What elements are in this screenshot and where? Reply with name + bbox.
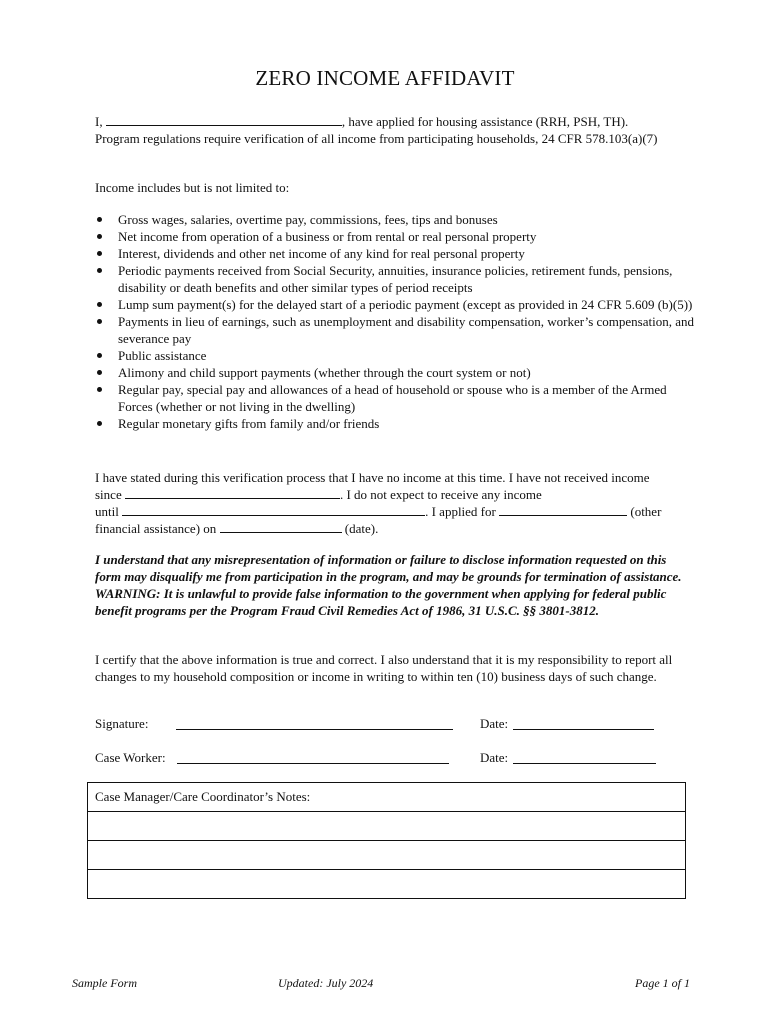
until-date-field[interactable] [122, 503, 425, 516]
applied-for-text: . I applied for [425, 504, 496, 519]
income-heading: Income includes but is not limited to: [95, 180, 290, 195]
statement-paragraph [95, 469, 695, 537]
signature-field[interactable] [176, 729, 453, 730]
intro-prefix: I, [95, 114, 103, 129]
assistance-type-field[interactable] [499, 503, 627, 516]
no-expect-text: . I do not expect to receive any income [339, 487, 542, 502]
application-date-field[interactable] [220, 520, 342, 533]
date-paren-text: (date). [344, 521, 379, 536]
case-worker-label: Case Worker: [95, 750, 166, 765]
page-title: ZERO INCOME AFFIDAVIT [255, 66, 515, 90]
signature-date-field[interactable] [513, 729, 654, 730]
list-item: Payments in lieu of earnings, such as unemployment and disability compensation, worker’s compensation, and severance pay [95, 313, 695, 347]
list-item: Regular pay, special pay and allowances of a head of household or spouse who is a member of the Armed Forces (whether or not living in the dwelling) [95, 381, 695, 415]
income-list [95, 211, 695, 432]
signature-label: Signature: [95, 716, 149, 731]
signature-row [95, 716, 695, 734]
intro-paragraph [95, 113, 695, 147]
until-label: until [95, 504, 119, 519]
regulation-text: Program regulations require verification of all income from participating households, 24 CFR 578.103(a)(7) [95, 131, 658, 146]
case-worker-row [95, 750, 695, 768]
list-item: Alimony and child support payments (whether through the court system or not) [95, 364, 695, 381]
list-item: Gross wages, salaries, overtime pay, commissions, fees, tips and bonuses [95, 211, 695, 228]
list-item: Public assistance [95, 347, 695, 364]
footer-left: Sample Form [72, 976, 137, 990]
statement-line-1: I have stated during this verification process that I have no income at this time. I have not received income [95, 470, 650, 485]
notes-row[interactable] [88, 869, 685, 898]
list-item: Net income from operation of a business or from rental or real personal property [95, 228, 695, 245]
notes-row[interactable] [88, 811, 685, 840]
since-date-field[interactable] [125, 486, 340, 499]
certify-paragraph: I certify that the above information is true and correct. I also understand that it is my responsibility to report all changes to my household composition or income in writing to within ten (10) business days of such change. [95, 652, 673, 684]
list-item: Interest, dividends and other net income of any kind for real personal property [95, 245, 695, 262]
case-worker-date-field[interactable] [513, 763, 656, 764]
list-item: Regular monetary gifts from family and/or friends [95, 415, 695, 432]
warning-paragraph: I understand that any misrepresentation of information or failure to disclose information requested on this form may disqualify me from participation in the program, and may be grounds for termination of assistance. WARNING: It is unlawful to provide false information to the government when applying for federal public benefit programs per the Program Fraud Civil Remedies Act of 1986, 31 U.S.C. §§ 3801-3812. [95, 552, 682, 618]
case-worker-field[interactable] [177, 763, 449, 764]
footer-page-number: Page 1 of 1 [635, 976, 690, 990]
intro-suffix: , have applied for housing assistance (RRH, PSH, TH). [341, 114, 629, 129]
date-label: Date: [480, 716, 509, 731]
notes-row[interactable] [88, 840, 685, 869]
notes-label: Case Manager/Care Coordinator’s Notes: [95, 789, 311, 804]
other-text: (other [630, 504, 662, 519]
notes-table [87, 782, 686, 899]
financial-text: financial assistance) on [95, 521, 217, 536]
applicant-name-field[interactable] [106, 113, 342, 126]
date-label: Date: [480, 750, 509, 765]
footer-center: Updated: July 2024 [278, 976, 374, 990]
list-item: Periodic payments received from Social Security, annuities, insurance policies, retirement funds, pensions, disability or death benefits and other similar types of period receipts [95, 262, 695, 296]
since-label: since [95, 487, 122, 502]
list-item: Lump sum payment(s) for the delayed start of a periodic payment (except as provided in 24 CFR 5.609 (b)(5)) [95, 296, 695, 313]
